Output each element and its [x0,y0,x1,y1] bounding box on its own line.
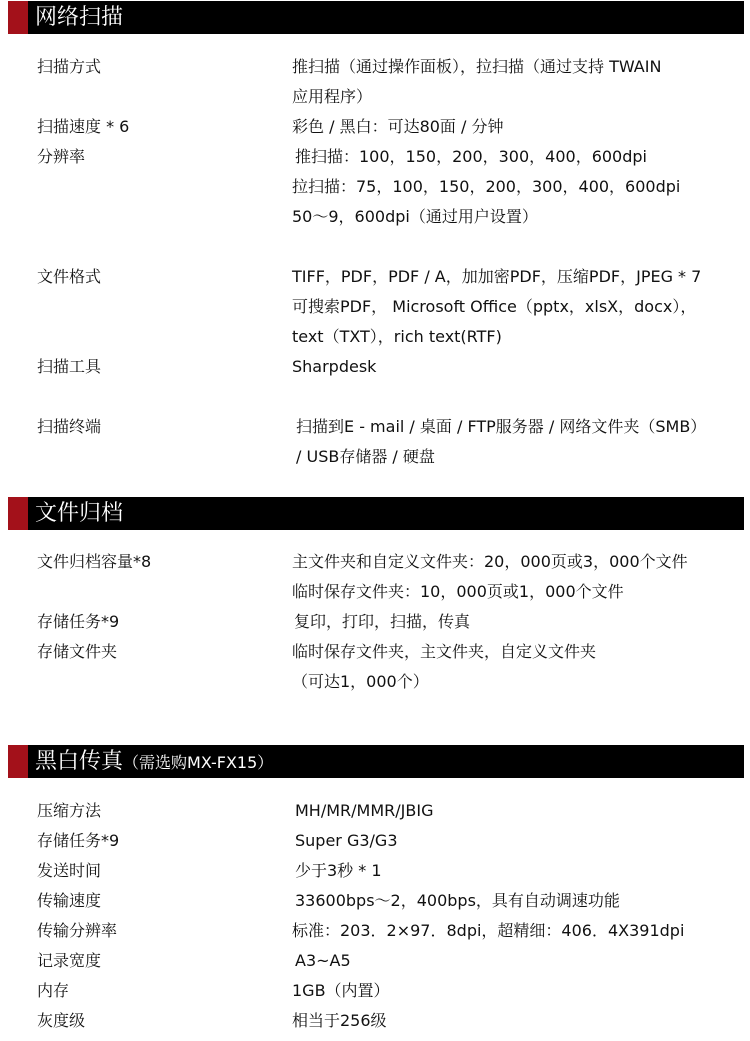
spec-label: 扫描工具 [37,357,102,376]
section-subtitle: （需选购MX-FX15） [123,753,274,772]
section-title-main: 黑白传真 [35,749,124,774]
spec-value: A3~A5 [295,951,351,970]
spec-value: 相当于256级 [292,1011,387,1030]
spec-label: 传输速度 [37,891,102,910]
spec-label: 存储任务*9 [37,612,120,631]
spec-value: 33600bps～2，400bps，具有自动调速功能 [295,891,620,910]
section-title [35,745,273,778]
spec-value: text（TXT），rich text(RTF) [292,327,502,346]
spec-label: 分辨率 [37,147,86,166]
spec-label: 灰度级 [37,1011,86,1030]
spec-value: / USB存储器 / 硬盘 [296,447,435,466]
spec-label: 内存 [37,981,70,1000]
spec-label: 文件格式 [37,267,102,286]
section-accent [8,1,28,34]
spec-label: 传输分辨率 [37,921,118,940]
spec-label: 记录宽度 [37,951,102,970]
spec-value: TIFF，PDF，PDF / A，加加密PDF，压缩PDF，JPEG * 7 [292,267,702,286]
spec-label: 存储文件夹 [37,642,118,661]
spec-value: MH/MR/MMR/JBIG [295,801,434,820]
spec-value: 标准：203．2×97．8dpi，超精细：406．4X391dpi [292,921,685,940]
spec-value: 50～9，600dpi（通过用户设置） [292,207,538,226]
spec-value: Super G3/G3 [295,831,398,850]
spec-label: 文件归档容量*8 [37,552,152,571]
spec-value: 临时保存文件夹：10，000页或1，000个文件 [292,582,624,601]
spec-value: 彩色 / 黑白：可达80面 / 分钟 [292,117,504,136]
section-accent [8,497,28,530]
spec-label: 发送时间 [37,861,102,880]
spec-value: Sharpdesk [292,357,377,376]
spec-value: 主文件夹和自定义文件夹：20，000页或3，000个文件 [292,552,688,571]
spec-label: 扫描速度 * 6 [37,117,130,136]
section-header-fax [8,745,744,778]
section-header-scan [8,1,744,34]
spec-value: 1GB（内置） [292,981,390,1000]
spec-value: 少于3秒 * 1 [295,861,382,880]
spec-value: 应用程序） [292,87,373,106]
section-title: 文件归档 [35,501,124,526]
section-header-filing [8,497,744,530]
spec-value: 拉扫描：75，100，150，200，300，400，600dpi [292,177,681,196]
spec-value: 推扫描：100，150，200，300，400，600dpi [295,147,647,166]
spec-label: 扫描终端 [37,417,102,436]
spec-label: 压缩方法 [37,801,102,820]
section-accent [8,745,28,778]
spec-label: 扫描方式 [37,57,102,76]
spec-value: 复印，打印，扫描，传真 [294,612,471,631]
section-title: 网络扫描 [35,5,124,30]
spec-value: 扫描到E - mail / 桌面 / FTP服务器 / 网络文件夹（SMB） [296,417,707,436]
spec-value: （可达1，000个） [292,672,429,691]
spec-value: 推扫描（通过操作面板），拉扫描（通过支持 TWAIN [292,57,662,76]
spec-value: 可搜索PDF， Microsoft Office（pptx，xlsX，docx）， [292,297,697,316]
spec-value: 临时保存文件夹，主文件夹，自定义文件夹 [292,642,597,661]
spec-label: 存储任务*9 [37,831,120,850]
